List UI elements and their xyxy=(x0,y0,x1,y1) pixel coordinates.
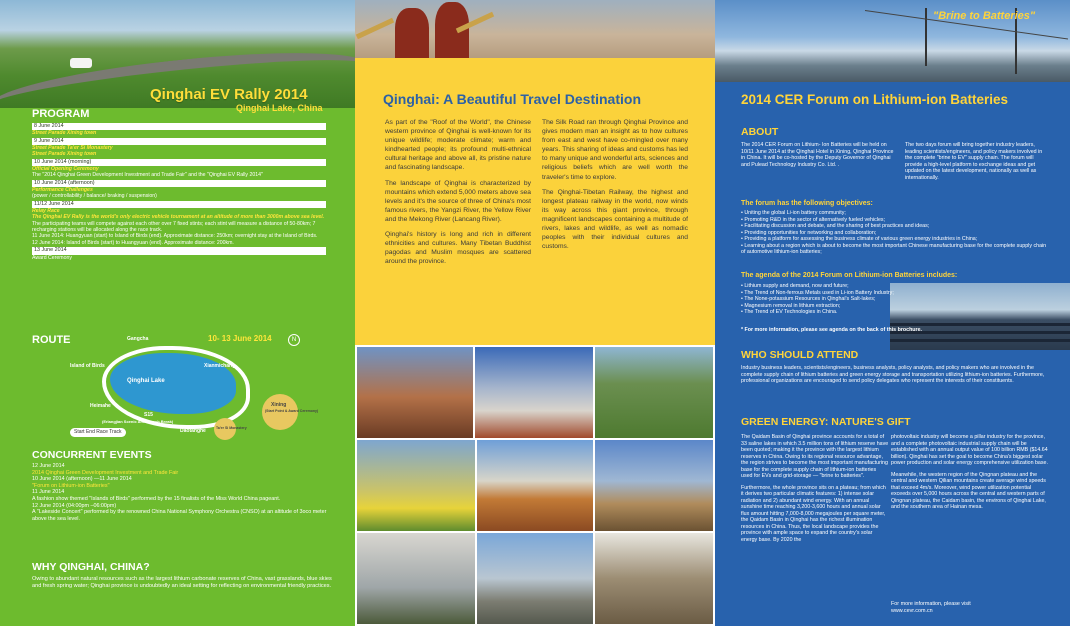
program-item: Award Ceremony xyxy=(32,254,72,261)
program-heading: PROGRAM xyxy=(32,108,90,120)
label-xining-note: (Start Point & Award Ceremony) xyxy=(265,409,319,413)
brine-banner: "Brine to Batteries" xyxy=(933,10,1036,22)
route-heading: ROUTE xyxy=(32,334,71,346)
program-date-bar: 10 June 2014 (afternoon) xyxy=(32,180,326,187)
events-list xyxy=(32,463,332,522)
program-item: Performance Challenges xyxy=(32,186,93,193)
paragraph: The Qaidam Basin of Qinghai province accounts for a total of 33 saline lakes in which 3.5 million tons of lithium reserve have been quoted; making it the province with the largest lithium reserves in China. Owing to its regional resource advantage, the region strives to become the most important manufacturing base for the complete supply chain of lithium-ion batteries used for EVs and grid-storage — "brine to batteries". xyxy=(741,434,889,479)
forum-panel xyxy=(715,0,1070,626)
objectives-heading: The forum has the following objectives: xyxy=(741,200,873,207)
route-map xyxy=(32,336,324,441)
paragraph: Qinghai's history is long and rich in different ethnicities and cultures. Many Tibetan Buddhist pagodas and Muslim mosques are scattered around the province. xyxy=(385,231,531,266)
temple-photo xyxy=(355,345,475,440)
program-date-bar: 10 June 2014 (morning) xyxy=(32,159,326,166)
program-date-bar: 8 June 2014 xyxy=(32,123,326,130)
label-xining: Xining xyxy=(271,402,287,408)
program-item: 11 June 2014: Huangyuan (start) to Island of Birds (end). Approximate distance: 250km; overnight stay at the Island of Birds. xyxy=(32,233,318,240)
rally-title: Qinghai EV Rally 2014 xyxy=(150,86,308,103)
bullet-item: • Uniting the global Li-ion battery community; xyxy=(741,210,846,216)
label-qinghai-lake: Qinghai Lake xyxy=(127,378,165,384)
label-island-of-birds: Island of Birds xyxy=(70,363,105,369)
paragraph: Furthermore, the whole province sits on a plateau; from which it derives two particular climatic features: 1) intense solar radiation and 2) abundant wind energy. With an annual sunshine time reaching 3,200-3,600 hours and annual solar flux amount hitting 7,000-8,000 megajoules per square meter, the Qaidam Basin in Qinghai has the richest illumination resources in China. Thus, the local landscape provides the province with ample space to expand the country's solar energy base. By 2020 the xyxy=(741,484,886,543)
event-item: 12 June 2014 xyxy=(32,463,65,469)
bullet-item: • Learning about a region which is about to become the most important Chinese manufacturing base for the complete supply chain of automotive lithium-ion batteries; xyxy=(741,242,1047,255)
monks-photo xyxy=(355,0,715,58)
program-item: The Qinghai EV Rally is the world's only electric vehicle tournament at an altitude of more than 3000m above sea level. xyxy=(32,214,325,221)
label-s15-note: (Erlangjian Scenic Area Lunch Break) xyxy=(102,419,174,424)
bullet-item: • Providing a platform for assessing the business climate of various green energy industries in China; xyxy=(741,236,978,242)
paragraph: The Qinghai-Tibetan Railway, the highest and longest plateau railway in the world, now winds its way across this giant province, through magnificent landscapes containing a multitude of rivers, lakes and wildlife, as well as nomadic peoples with their individual cultures and customs. xyxy=(542,188,688,251)
railway-photo xyxy=(475,531,595,626)
antelope-photo xyxy=(593,531,715,626)
event-item: A fashion show themed "Islands of Birds" performed by the 15 finalists of the Miss World China pageant. xyxy=(32,495,281,502)
paragraph: As part of the "Roof of the World", the Chinese western province of Qinghai is well-known for its unique wildlife; moderate climate; warm and kindhearted people; its profound multi-ethnical cultural heritage and above all, its pristine nature and fascinating landscape. xyxy=(385,119,531,172)
rally-panel xyxy=(0,0,355,626)
green-heading: GREEN ENERGY: NATURE'S GIFT xyxy=(741,416,911,428)
who-heading: WHO SHOULD ATTEND xyxy=(741,349,859,361)
program-date-bar: 11/12 June 2014 xyxy=(32,201,326,208)
rally-subtitle: Qinghai Lake, China xyxy=(236,103,323,113)
event-item: A "Lakeside Concert" performed by the renowned China National Symphony Orchestra (CNSO) at an altitude of 3oco meter above the sea level. xyxy=(32,509,327,522)
rally-car xyxy=(70,58,92,68)
label-gangcha: Gangcha xyxy=(127,336,149,342)
text-column-1 xyxy=(385,118,531,272)
travel-panel xyxy=(355,0,715,626)
green-left xyxy=(741,434,889,543)
label-xianmichang: Xianmichang xyxy=(204,363,236,369)
program-item: Official Opening Ceremony xyxy=(32,165,99,172)
panel-row xyxy=(890,339,1070,342)
label-ta-er: Ta'er Si Monastery xyxy=(216,426,247,430)
program-date-bar: 9 June 2014 xyxy=(32,138,326,145)
rapeseed-photo xyxy=(355,438,477,533)
event-item: 12 June 2014 (04:00pm –06:00pm) xyxy=(32,502,117,509)
program-date-bar: 13 June 2014 xyxy=(32,247,326,254)
program-item: The "2014 Qinghai Green Development Investment and Trade Fair" and the "Qinghai EV Rally 2014" xyxy=(32,172,263,179)
agenda-note: * For more information, please see agenda on the back of this brochure. xyxy=(741,327,923,333)
bullet-item: • The None-potassium Resources in Qinghai's Salt-lakes; xyxy=(741,296,876,302)
label-s15: S15 xyxy=(144,412,153,418)
objectives-list xyxy=(741,210,1051,256)
bullet-item: • The Trend of EV Technologies in China. xyxy=(741,309,838,315)
label-daotanghe: Daotanghe xyxy=(180,428,206,434)
more-info-text: For more information, please visit xyxy=(891,601,971,607)
paragraph: Meanwhile, the western region of the Qingnan plateau and the central and western Qilian mountains create average wind speeds that exceed 4m/s. Moreover, wind power utilization potential exceeds over 5,000 hours across the central and western parts of Qingnan plateau, the Caidam basin, the environs of Qinghai Lake, and the southern area of Hainan mesa. xyxy=(891,471,1046,510)
bullet-item: • The Trend of Non-ferrous Metals used in Li-ion Battery Industry; xyxy=(741,289,894,296)
pylon xyxy=(925,8,927,66)
event-item: 2014 Qinghai Green Development Investment and Trade Fair xyxy=(32,469,179,476)
about-left: The 2014 CER Forum on Lithium- Ion Batteries will be held on 10/11 June 2014 at the Qinghai Hotel in Xining, Qinghai Province in China. It will be co-hosted by the Deputy Governor of Qinghai and Pulead Technology Industry Co. Ltd. . xyxy=(741,142,894,168)
program-item: Street Parade Xining town xyxy=(32,151,97,158)
panel-row xyxy=(890,323,1070,326)
route-dates: 10- 13 June 2014 xyxy=(208,334,272,343)
label-heimahe: Heimahe xyxy=(90,403,111,409)
website-link[interactable]: www.cevr.com.cn xyxy=(891,608,933,614)
bullet-item: • Promoting R&D in the sector of alternatively fueled vehicles; xyxy=(741,216,886,223)
bullet-item: • Lithium supply and demand, now and future; xyxy=(741,283,849,289)
paragraph: The Silk Road ran through Qinghai Province and gives modern man an insight as to how cultures from east and west have co-mingled over many years. This sharing of ideas and customs has led to many unique and wonderful arts, sciences and religious beliefs which are well worth the traveler's time to explore. xyxy=(542,119,688,181)
event-item: 11 June 2014 xyxy=(32,489,65,496)
more-info xyxy=(891,601,971,615)
why-text: Owing to abundant natural resources such as the largest lithium carbonate reserves of China, vast grasslands, blue skies and fresh spring water; Qinghai province is undoubtedly an ideal setting for reflecting on environmental friendly practices. xyxy=(32,576,332,589)
agenda-heading: The agenda of the 2014 Forum on Lithium-ion Batteries includes: xyxy=(741,272,958,279)
event-item: 10 June 2014 (afternoon) —11 June 2014 xyxy=(32,476,132,483)
bullet-item: • Providing opportunities for networking and collaboration; xyxy=(741,229,877,236)
program-item: Relay Race xyxy=(32,207,60,214)
crane-photo xyxy=(355,531,477,626)
photo-collage xyxy=(355,345,715,626)
about-right: The two days forum will bring together industry leaders, leading scientists/engineers, and policy makers involved in the complete "brine to EV" supply chain. The forum will provide a high-level platform to exchange ideas and get updated on the latest development, nationally as well as internationally. xyxy=(905,142,1043,181)
program-item: 12 June 2014: Island of Birds (start) to Huangyuan (end). Approximate distance: 200km. xyxy=(32,239,234,246)
agenda-list xyxy=(741,283,921,316)
monk-figure xyxy=(395,8,429,58)
event-item: "Forum on Lithium-ion Batteries" xyxy=(32,482,110,489)
program-item: The participating teams will compete against each other over 7 fixed stints; each stint will measure a distance of 50-80km; 7 recharging stations will be allocated along the race track. xyxy=(32,220,316,234)
valley-photo xyxy=(593,345,715,440)
bullet-item: • Facilitating discussion and debate, and the sharing of best practices and ideas; xyxy=(741,223,930,229)
program-item: Street Parade Ta'er Si Monastery xyxy=(32,144,113,151)
monastery-photo xyxy=(475,438,595,533)
route-legend: Start End Race Track xyxy=(70,428,126,437)
events-heading: CONCURRENT EVENTS xyxy=(32,449,152,461)
why-heading: WHY QINGHAI, CHINA? xyxy=(32,561,150,573)
bullet-item: • Magnesium removal in lithium extraction; xyxy=(741,302,841,309)
paragraph: photovoltaic industry will become a pillar industry for the province, and a complete photovoltaic industrial supply chain will be established with an annual output value of 100 billion RMB ($14.64 billion). Qinghai has set the goal to become China's biggest solar power production and solar energy comprehensive utilization base. xyxy=(891,434,1048,466)
green-right xyxy=(891,434,1051,511)
program-item: Street Parade Xining town xyxy=(32,130,97,137)
who-text: Industry business leaders, scientists/engineers, business analysts, policy analysts, and policy makers who are involved in the complete supply chain of lithium batteries and green energy storage and transportation utilizing lithium-ion batteries. Furthermore, professional organizations are encouraged to send policy delegates who represent the interests of their constituents. xyxy=(741,365,1045,384)
mountain-photo xyxy=(593,438,715,533)
program-item: (power / controllability / balance/ braking / suspension) xyxy=(32,193,157,200)
travel-title: Qinghai: A Beautiful Travel Destination xyxy=(383,91,641,107)
pagoda-photo xyxy=(473,345,595,440)
about-heading: ABOUT xyxy=(741,126,779,138)
horn-shape xyxy=(356,18,394,39)
program-list xyxy=(32,122,326,261)
text-column-2 xyxy=(542,118,688,257)
paragraph: The landscape of Qinghai is characterized by mountains which extend 5,000 meters above sea levels and it's the source of three of China's most famous rivers, the Yangzi River, the Yellow River and the Mekong River (Lancang River). xyxy=(385,179,531,223)
forum-title: 2014 CER Forum on Lithium-ion Batteries xyxy=(741,92,1009,107)
north-arrow-icon: N xyxy=(288,334,300,346)
